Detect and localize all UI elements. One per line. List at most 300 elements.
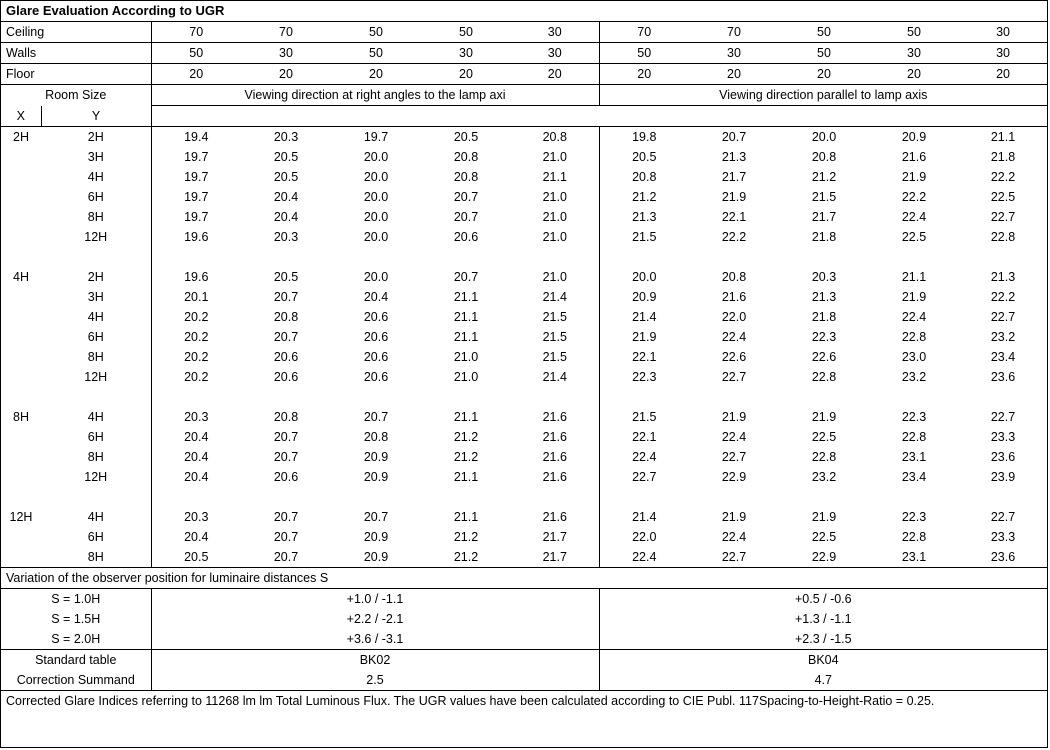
- ugr-value: 19.7: [184, 150, 209, 164]
- ugr-value: 20.0: [632, 270, 657, 284]
- ceiling-value: 50: [869, 22, 959, 43]
- ugr-value: 20.9: [363, 550, 389, 564]
- spacer-cell: [511, 387, 599, 407]
- spacer-cell: [959, 387, 1047, 407]
- ugr-value: 23.9: [990, 470, 1016, 484]
- ugr-value: 21.6: [511, 507, 599, 527]
- ugr-value: 23.4: [901, 470, 927, 484]
- correction-summand-parallel: 4.7: [599, 670, 1047, 691]
- walls-value: 30: [689, 43, 779, 64]
- ugr-value: 21.1: [990, 130, 1016, 144]
- ugr-value: 22.8: [901, 430, 927, 444]
- group-spacer: [1, 247, 1047, 267]
- walls-value: 50: [331, 43, 421, 64]
- ugr-value: 23.3: [990, 530, 1016, 544]
- ugr-value: 22.4: [632, 550, 657, 564]
- spacer-cell: [421, 387, 511, 407]
- ugr-value: 22.9: [721, 470, 747, 484]
- ugr-value: 21.0: [511, 187, 599, 207]
- row-y: 8H: [41, 447, 151, 467]
- row-x: [1, 427, 41, 447]
- ugr-value: 22.4: [901, 310, 927, 324]
- spacer-cell: [779, 487, 869, 507]
- table-row: [1, 287, 1047, 307]
- spacer-cell: [241, 387, 331, 407]
- walls-value: 30: [241, 43, 331, 64]
- variation-parallel: +0.5 / -0.6: [794, 592, 852, 606]
- ugr-value: 21.1: [511, 167, 599, 187]
- page-title: Glare Evaluation According to UGR: [1, 1, 1047, 22]
- floor-value: 20: [331, 64, 421, 85]
- row-y: 2H: [41, 127, 151, 148]
- ugr-value: 22.8: [811, 370, 837, 384]
- spacer-cell: [689, 247, 779, 267]
- ugr-value: 21.2: [632, 190, 657, 204]
- ugr-value: 22.7: [990, 310, 1016, 324]
- ugr-value: 20.8: [273, 410, 299, 424]
- ugr-value: 20.9: [363, 470, 389, 484]
- spacer-cell: [151, 247, 241, 267]
- ugr-value: 20.7: [453, 190, 479, 204]
- ugr-value: 19.7: [184, 190, 209, 204]
- axis-x-label: X: [1, 106, 41, 127]
- room-size-header-row: [1, 85, 1047, 106]
- ugr-value: 22.0: [721, 310, 747, 324]
- standard-table-row: [1, 650, 1047, 671]
- ugr-value: 21.7: [511, 547, 599, 568]
- ugr-value: 21.6: [511, 447, 599, 467]
- spacer-cell: [151, 387, 241, 407]
- row-x: 2H: [13, 130, 29, 144]
- correction-summand-perpendicular: 2.5: [151, 670, 599, 691]
- spacer-cell: [959, 247, 1047, 267]
- walls-value: 30: [511, 43, 599, 64]
- ugr-value: 20.9: [901, 130, 927, 144]
- ugr-value: 20.8: [811, 150, 837, 164]
- ugr-table: [1, 1, 1047, 711]
- ugr-value: 20.4: [184, 470, 209, 484]
- ugr-value: 19.7: [184, 210, 209, 224]
- footer-row: [1, 691, 1047, 712]
- spacer-cell: [869, 387, 959, 407]
- variation-row: [1, 629, 1047, 650]
- row-y: 4H: [41, 307, 151, 327]
- ugr-value: 20.3: [273, 130, 299, 144]
- ugr-value: 21.3: [990, 270, 1016, 284]
- ugr-value: 22.2: [901, 190, 927, 204]
- ugr-value: 22.2: [990, 170, 1016, 184]
- table-row: [1, 207, 1047, 227]
- ugr-value: 21.6: [511, 427, 599, 447]
- row-x: [1, 367, 41, 387]
- ugr-value: 21.8: [990, 150, 1016, 164]
- ugr-value: 21.6: [721, 290, 747, 304]
- table-row: [1, 187, 1047, 207]
- floor-value: 20: [869, 64, 959, 85]
- row-y: 6H: [41, 187, 151, 207]
- ugr-value: 20.7: [453, 270, 479, 284]
- spacer-cell: [689, 487, 779, 507]
- ugr-value: 20.8: [721, 270, 747, 284]
- group-spacer: [1, 387, 1047, 407]
- spacer-cell: [511, 247, 599, 267]
- row-x: [1, 147, 41, 167]
- table-row: [1, 527, 1047, 547]
- variation-parallel: +2.3 / -1.5: [599, 629, 1047, 650]
- spacer-cell: [421, 487, 511, 507]
- row-y: 8H: [41, 347, 151, 367]
- ugr-value: 22.5: [901, 230, 927, 244]
- standard-table-label: Standard table: [1, 650, 151, 671]
- table-row: [1, 127, 1047, 148]
- direction-header-parallel: Viewing direction parallel to lamp axis: [599, 85, 1047, 106]
- variation-s-label: S = 1.0H: [1, 589, 151, 610]
- walls-value: 50: [599, 43, 689, 64]
- row-x: [1, 467, 41, 487]
- ugr-value: 22.4: [721, 530, 747, 544]
- ugr-value: 21.0: [453, 370, 479, 384]
- walls-value: 30: [421, 43, 511, 64]
- row-x: [1, 347, 41, 367]
- ugr-value: 23.3: [990, 430, 1016, 444]
- ceiling-value: 70: [241, 22, 331, 43]
- spacer-cell: [1, 387, 41, 407]
- ugr-value: 20.8: [632, 170, 657, 184]
- floor-value: 20: [511, 64, 599, 85]
- ugr-value: 20.5: [273, 270, 299, 284]
- ugr-value: 20.7: [273, 530, 299, 544]
- ugr-value: 21.9: [901, 290, 927, 304]
- row-x: [1, 307, 41, 327]
- ceiling-value: 30: [959, 22, 1047, 43]
- ugr-value: 20.2: [184, 370, 209, 384]
- ugr-value: 23.6: [990, 450, 1016, 464]
- ceiling-value: 50: [779, 22, 869, 43]
- spacer-cell: [779, 387, 869, 407]
- spacer-cell: [869, 247, 959, 267]
- ugr-value: 21.9: [811, 410, 837, 424]
- floor-value: 20: [421, 64, 511, 85]
- ugr-value: 20.6: [453, 230, 479, 244]
- correction-summand-label: Correction Summand: [1, 670, 151, 691]
- ugr-value: 21.4: [511, 367, 599, 387]
- ugr-value: 21.1: [901, 270, 927, 284]
- variation-s-label: S = 2.0H: [1, 629, 151, 650]
- ugr-value: 21.7: [721, 170, 747, 184]
- row-y: 6H: [41, 427, 151, 447]
- ugr-value: 20.0: [363, 270, 389, 284]
- ugr-value: 20.6: [273, 370, 299, 384]
- ugr-value: 22.5: [811, 430, 837, 444]
- row-x: [1, 227, 41, 247]
- spacer-cell: [599, 106, 1047, 127]
- row-x: [1, 547, 41, 568]
- ugr-value: 20.2: [184, 330, 209, 344]
- ugr-value: 20.0: [363, 210, 389, 224]
- ugr-value: 21.6: [511, 407, 599, 427]
- ugr-value: 20.4: [184, 530, 209, 544]
- ugr-value: 21.2: [453, 530, 479, 544]
- table-row: [1, 427, 1047, 447]
- ugr-value: 23.2: [811, 470, 837, 484]
- table-row: [1, 147, 1047, 167]
- row-y: 6H: [41, 527, 151, 547]
- table-row: [1, 327, 1047, 347]
- ugr-value: 21.4: [632, 310, 657, 324]
- ugr-value: 21.2: [811, 170, 837, 184]
- row-label-ceiling: Ceiling: [1, 22, 151, 43]
- title-row: [1, 1, 1047, 22]
- floor-value: 20: [959, 64, 1047, 85]
- footer-text: Corrected Glare Indices referring to 11268 lm lm Total Luminous Flux. The UGR values have been calculated according to CIE Publ. 117: [6, 694, 759, 708]
- ugr-value: 21.0: [511, 267, 599, 287]
- ugr-value: 21.3: [632, 210, 657, 224]
- ugr-value: 22.7: [721, 370, 747, 384]
- variation-perpendicular: +2.2 / -2.1: [151, 609, 599, 629]
- ugr-value: 20.2: [184, 310, 209, 324]
- ceiling-value: 30: [511, 22, 599, 43]
- ugr-value: 22.6: [811, 350, 837, 364]
- row-label-floor: Floor: [1, 64, 151, 85]
- ugr-value: 21.2: [453, 430, 479, 444]
- ugr-value: 21.0: [511, 207, 599, 227]
- ceiling-value: 50: [331, 22, 421, 43]
- ugr-value: 22.7: [721, 450, 747, 464]
- ugr-value: 22.8: [990, 230, 1016, 244]
- ugr-value: 20.2: [184, 350, 209, 364]
- ugr-value: 20.3: [811, 270, 837, 284]
- reflectance-row-floor: [1, 64, 1047, 85]
- variation-header-row: [1, 568, 1047, 589]
- ugr-value: 21.6: [511, 467, 599, 487]
- ugr-value: 20.6: [363, 310, 389, 324]
- row-y: 4H: [41, 507, 151, 527]
- ugr-value: 22.0: [632, 530, 657, 544]
- ugr-value: 21.9: [721, 410, 747, 424]
- row-x: [1, 187, 41, 207]
- ugr-value: 20.0: [363, 190, 389, 204]
- ugr-value: 20.7: [721, 130, 747, 144]
- ugr-value: 21.1: [453, 290, 479, 304]
- ugr-value: 20.6: [273, 470, 299, 484]
- ugr-value: 21.9: [901, 170, 927, 184]
- row-y: 8H: [41, 547, 151, 568]
- spacer-cell: [511, 487, 599, 507]
- spacer-cell: [241, 247, 331, 267]
- ugr-value: 22.6: [721, 350, 747, 364]
- table-row: [1, 467, 1047, 487]
- variation-row: [1, 589, 1047, 610]
- ugr-value: 22.2: [721, 230, 747, 244]
- ugr-value: 22.4: [901, 210, 927, 224]
- row-y: 2H: [41, 267, 151, 287]
- ugr-value: 21.8: [811, 310, 837, 324]
- table-row: [1, 347, 1047, 367]
- ugr-value: 22.5: [990, 190, 1016, 204]
- ugr-value: 22.2: [990, 290, 1016, 304]
- ugr-value: 20.3: [273, 230, 299, 244]
- ugr-value: 20.8: [453, 170, 479, 184]
- ugr-value: 20.4: [273, 190, 299, 204]
- row-y: 12H: [41, 467, 151, 487]
- ugr-value: 20.8: [511, 127, 599, 148]
- variation-label: Variation of the observer position for luminaire distances S: [1, 568, 1047, 589]
- table-row: [1, 507, 1047, 527]
- spacer-cell: [689, 387, 779, 407]
- ugr-value: 21.5: [632, 410, 657, 424]
- footer-note: [1, 691, 1047, 712]
- ugr-value: 21.9: [811, 510, 837, 524]
- spacer-cell: [599, 487, 689, 507]
- ugr-value: 19.8: [632, 130, 657, 144]
- ugr-value: 20.0: [363, 230, 389, 244]
- ugr-value: 21.3: [811, 290, 837, 304]
- group-spacer: [1, 487, 1047, 507]
- row-y: 12H: [41, 367, 151, 387]
- spacer-cell: [1, 487, 41, 507]
- ugr-value: 19.7: [184, 170, 209, 184]
- spacer-cell: [599, 247, 689, 267]
- ugr-value: 21.8: [811, 230, 837, 244]
- table-row: [1, 307, 1047, 327]
- ceiling-value: 50: [421, 22, 511, 43]
- spacer-cell: [959, 487, 1047, 507]
- ugr-value: 20.9: [632, 290, 657, 304]
- ugr-value: 22.3: [901, 410, 927, 424]
- ugr-value: 20.6: [363, 370, 389, 384]
- ugr-value: 20.7: [273, 430, 299, 444]
- ugr-value: 19.6: [184, 230, 209, 244]
- ugr-value: 22.4: [632, 450, 657, 464]
- ugr-value: 21.0: [511, 147, 599, 167]
- row-x: [1, 167, 41, 187]
- floor-value: 20: [241, 64, 331, 85]
- ugr-value: 22.8: [901, 330, 927, 344]
- ugr-value: 21.5: [632, 230, 657, 244]
- spacer-cell: [241, 487, 331, 507]
- ugr-value: 20.8: [273, 310, 299, 324]
- spacer-cell: [151, 106, 599, 127]
- ugr-value: 21.4: [632, 510, 657, 524]
- ugr-value: 20.0: [811, 130, 837, 144]
- room-size-header: Room Size: [1, 85, 151, 106]
- spacer-cell: [41, 387, 151, 407]
- ugr-value: 23.1: [901, 550, 927, 564]
- table-row: [1, 267, 1047, 287]
- ugr-value: 23.1: [901, 450, 927, 464]
- row-x: 8H: [13, 410, 29, 424]
- row-y: 6H: [41, 327, 151, 347]
- reflectance-row-ceiling: [1, 22, 1047, 43]
- ugr-value: 20.7: [273, 510, 299, 524]
- walls-value: 30: [869, 43, 959, 64]
- table-row: [1, 167, 1047, 187]
- ugr-value: 20.7: [363, 510, 389, 524]
- ugr-value: 22.1: [632, 350, 657, 364]
- table-row: [1, 227, 1047, 247]
- direction-header-perpendicular: Viewing direction at right angles to the lamp axi: [151, 85, 599, 106]
- ugr-value: 20.8: [363, 430, 389, 444]
- ugr-value: 21.4: [511, 287, 599, 307]
- ugr-value: 21.5: [511, 307, 599, 327]
- standard-table-perpendicular: BK02: [151, 650, 599, 671]
- ugr-value: 20.4: [363, 290, 389, 304]
- ugr-value: 21.0: [453, 350, 479, 364]
- ugr-value: 22.7: [990, 410, 1016, 424]
- ugr-value: 21.1: [453, 470, 479, 484]
- ugr-value: 20.5: [273, 170, 299, 184]
- ugr-value: 22.7: [721, 550, 747, 564]
- ugr-value: 21.1: [453, 310, 479, 324]
- correction-summand-row: [1, 670, 1047, 691]
- ugr-value: 20.5: [273, 150, 299, 164]
- walls-value: 50: [779, 43, 869, 64]
- ugr-value: 20.3: [184, 510, 209, 524]
- ugr-value: 23.6: [990, 550, 1016, 564]
- ugr-value: 21.2: [453, 550, 479, 564]
- spacer-cell: [421, 247, 511, 267]
- ugr-value: 23.0: [901, 350, 927, 364]
- spacer-cell: [331, 487, 421, 507]
- variation-perpendicular: +1.0 / -1.1: [151, 589, 599, 610]
- ugr-value: 21.9: [632, 330, 657, 344]
- walls-value: 30: [959, 43, 1047, 64]
- spacer-cell: [41, 247, 151, 267]
- axis-header-row: [1, 106, 1047, 127]
- ugr-value: 20.5: [184, 550, 209, 564]
- row-y: 12H: [41, 227, 151, 247]
- ugr-value: 22.1: [721, 210, 747, 224]
- row-y: 8H: [41, 207, 151, 227]
- variation-s-label: S = 1.5H: [1, 609, 151, 629]
- ugr-value: 23.2: [990, 330, 1016, 344]
- variation-parallel: +1.3 / -1.1: [794, 612, 852, 626]
- ugr-value: 20.4: [273, 210, 299, 224]
- floor-value: 20: [689, 64, 779, 85]
- spacer-cell: [869, 487, 959, 507]
- row-y: 3H: [41, 287, 151, 307]
- ugr-value: 22.7: [632, 470, 657, 484]
- ugr-value: 22.3: [811, 330, 837, 344]
- ugr-value: 20.3: [184, 410, 209, 424]
- ugr-value: 21.1: [453, 510, 479, 524]
- row-x: [1, 527, 41, 547]
- ugr-value: 21.0: [511, 227, 599, 247]
- ugr-value: 20.9: [363, 530, 389, 544]
- variation-row: [1, 609, 1047, 629]
- ugr-value: 21.1: [453, 330, 479, 344]
- ugr-value: 20.5: [453, 130, 479, 144]
- spacer-cell: [599, 387, 689, 407]
- footer-spacing: Spacing-to-Height-Ratio = 0.25.: [758, 694, 935, 708]
- ugr-value: 20.4: [184, 430, 209, 444]
- ugr-value: 20.1: [184, 290, 209, 304]
- ugr-value: 19.7: [363, 130, 389, 144]
- ugr-value: 23.2: [901, 370, 927, 384]
- row-y: 3H: [41, 147, 151, 167]
- row-x: 12H: [9, 510, 33, 524]
- ugr-value: 22.4: [721, 430, 747, 444]
- spacer-cell: [41, 487, 151, 507]
- spacer-cell: [331, 387, 421, 407]
- ugr-value: 20.7: [273, 290, 299, 304]
- ugr-value: 21.6: [901, 150, 927, 164]
- ugr-value: 22.3: [901, 510, 927, 524]
- ugr-value: 22.8: [901, 530, 927, 544]
- ugr-value: 22.7: [990, 210, 1016, 224]
- floor-value: 20: [151, 64, 241, 85]
- table-row: [1, 367, 1047, 387]
